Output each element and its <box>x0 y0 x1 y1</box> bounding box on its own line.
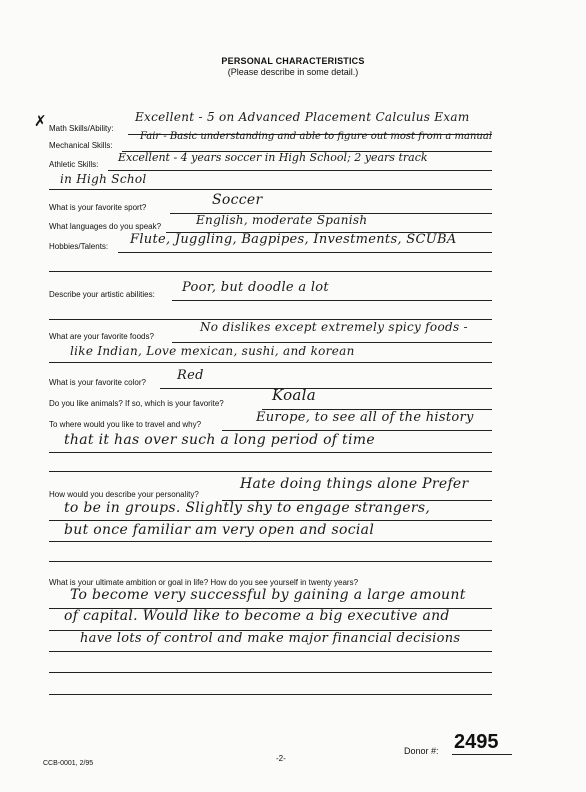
label-math-skills: Math Skills/Ability: <box>49 124 114 133</box>
donor-label: Donor #: <box>404 746 439 756</box>
answer-line <box>49 694 492 695</box>
label-languages: What languages do you speak? <box>49 222 162 231</box>
answer-line <box>172 300 492 301</box>
answer-line <box>160 388 492 389</box>
answer-line <box>49 561 492 562</box>
answer-artistic-abilities: Poor, but doodle a lot <box>182 280 329 295</box>
answer-line <box>108 170 492 171</box>
answer-line <box>222 430 492 431</box>
answer-ambition-line3: have lots of control and make major financial decisions <box>80 631 461 646</box>
page-title: PERSONAL CHARACTERISTICS <box>221 56 365 66</box>
label-artistic-abilities: Describe your artistic abilities: <box>49 290 155 299</box>
answer-personality-line2: to be in groups. Slightly shy to engage strangers, <box>64 500 431 516</box>
answer-languages: English, moderate Spanish <box>196 213 368 227</box>
page-subtitle: (Please describe in some detail.) <box>227 67 359 77</box>
label-athletic-skills: Athletic Skills: <box>49 160 99 169</box>
answer-favorite-foods-line1: No dislikes except extremely spicy foods - <box>200 320 468 334</box>
label-personality: How would you describe your personality? <box>49 490 199 499</box>
page-number: -2- <box>276 754 286 763</box>
donor-number-line <box>452 754 512 755</box>
answer-mechanical-skills: Fair - Basic understanding and able to figure out most from a manual <box>140 131 493 142</box>
answer-line <box>49 672 492 673</box>
answer-line <box>49 362 492 363</box>
answer-favorite-foods-line2: like Indian, Love mexican, sushi, and korean <box>70 344 355 358</box>
label-hobbies-talents: Hobbies/Talents: <box>49 242 109 251</box>
answer-athletic-skills-line2: in High Schol <box>60 172 147 186</box>
answer-personality-line3: but once familiar am very open and social <box>64 522 375 538</box>
answer-line <box>49 189 492 190</box>
answer-line <box>49 651 492 652</box>
answer-math-skills: Excellent - 5 on Advanced Placement Calculus Exam <box>135 110 470 124</box>
answer-favorite-color: Red <box>177 368 204 383</box>
answer-line <box>172 342 492 343</box>
label-travel: To where would you like to travel and why? <box>49 420 202 429</box>
donor-number: 2495 <box>454 731 499 753</box>
answer-line <box>49 520 492 521</box>
answer-travel-line1: Europe, to see all of the history <box>256 410 474 425</box>
label-favorite-color: What is your favorite color? <box>49 378 146 387</box>
answer-favorite-animal: Koala <box>272 386 317 404</box>
label-mechanical-skills: Mechanical Skills: <box>49 141 113 150</box>
answer-ambition-line1: To become very successful by gaining a large amount <box>70 587 466 603</box>
answer-athletic-skills-line1: Excellent - 4 years soccer in High School; 2 years track <box>118 151 428 164</box>
answer-favorite-sport: Soccer <box>212 192 263 208</box>
margin-check-mark: ✗ <box>34 113 47 130</box>
answer-hobbies-talents: Flute, Juggling, Bagpipes, Investments, SCUBA <box>130 232 457 247</box>
answer-personality-line1: Hate doing things alone Prefer <box>240 476 469 492</box>
answer-line <box>118 252 492 253</box>
label-ambition: What is your ultimate ambition or goal in life? How do you see yourself in twenty years? <box>49 578 359 587</box>
answer-travel-line2: that it has over such a long period of time <box>64 432 375 448</box>
label-favorite-animal: Do you like animals? If so, which is your favorite? <box>49 399 224 408</box>
answer-line <box>49 271 492 272</box>
label-favorite-foods: What are your favorite foods? <box>49 332 154 341</box>
answer-line <box>49 541 492 542</box>
answer-line <box>49 452 492 453</box>
form-code: CCB-0001, 2/95 <box>43 760 94 767</box>
answer-line <box>49 471 492 472</box>
label-favorite-sport: What is your favorite sport? <box>49 203 147 212</box>
answer-ambition-line2: of capital. Would like to become a big executive and <box>64 608 450 624</box>
